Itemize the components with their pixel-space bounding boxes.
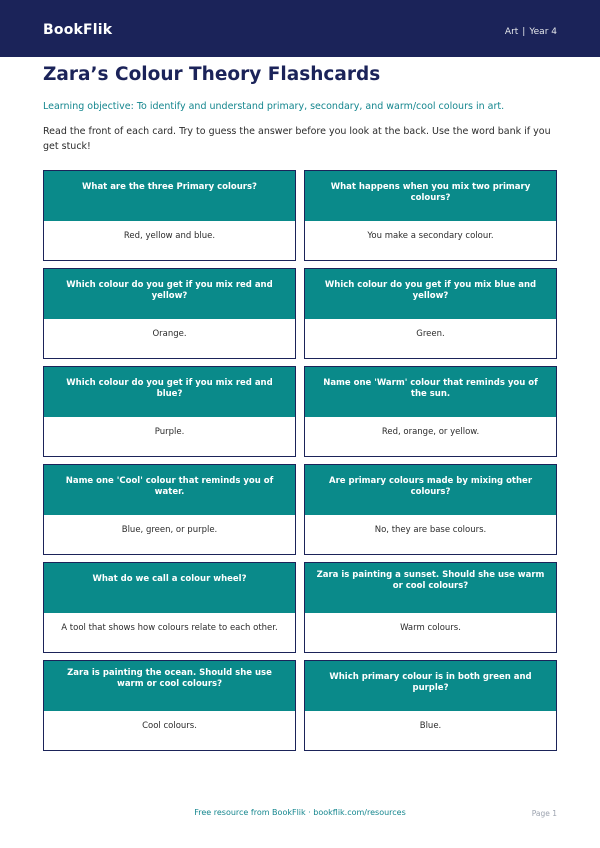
flashcard-front: What do we call a colour wheel?: [44, 563, 295, 613]
breadcrumb-separator: |: [522, 27, 526, 37]
flashcard-front: What are the three Primary colours?: [44, 171, 295, 221]
flashcard-front: Which primary colour is in both green and purple?: [305, 661, 556, 711]
flashcard-front: Which colour do you get if you mix red and yellow?: [44, 269, 295, 319]
flashcard-front: Are primary colours made by mixing other colours?: [305, 465, 556, 515]
breadcrumb-grade[interactable]: Year 4: [529, 27, 557, 37]
flashcard-12[interactable]: [304, 660, 557, 751]
flashcard-grid: [43, 170, 557, 751]
flashcard-8[interactable]: [304, 464, 557, 555]
flashcard-2[interactable]: [304, 170, 557, 261]
flashcard-5[interactable]: [43, 366, 296, 457]
flashcard-front: What happens when you mix two primary colours?: [305, 171, 556, 221]
flashcard-back: Red, yellow and blue.: [44, 221, 295, 260]
footer-credit[interactable]: Free resource from BookFlik · bookflik.com/resources: [194, 808, 406, 817]
breadcrumb-subject[interactable]: Art: [504, 27, 519, 37]
learning-objective: Learning objective: To identify and understand primary, secondary, and warm/cool colours in art.: [43, 101, 505, 112]
flashcard-front: Name one 'Warm' colour that reminds you of the sun.: [305, 367, 556, 417]
flashcard-back: You make a secondary colour.: [305, 221, 556, 260]
flashcard-front: Name one 'Cool' colour that reminds you of water.: [44, 465, 295, 515]
flashcard-front: Zara is painting the ocean. Should she use warm or cool colours?: [44, 661, 295, 711]
flashcard-11[interactable]: [43, 660, 296, 751]
flashcard-1[interactable]: [43, 170, 296, 261]
flashcard-back: A tool that shows how colours relate to each other.: [44, 613, 295, 652]
top-bar: [0, 0, 600, 57]
instructions-text: Read the front of each card. Try to guess the answer before you look at the back. Use the word bank if you get stuck!: [43, 126, 551, 152]
page-number: Page 1: [531, 809, 557, 818]
flashcard-back: Green.: [305, 319, 556, 358]
brand-logo-text[interactable]: BookFlik: [43, 22, 113, 38]
flashcard-back: Blue.: [305, 711, 556, 750]
flashcard-6[interactable]: [304, 366, 557, 457]
flashcard-front: Which colour do you get if you mix blue and yellow?: [305, 269, 556, 319]
flashcard-back: No, they are base colours.: [305, 515, 556, 554]
page-title: Zara’s Colour Theory Flashcards: [43, 64, 381, 85]
flashcard-7[interactable]: [43, 464, 296, 555]
flashcard-back: Orange.: [44, 319, 295, 358]
breadcrumb: [505, 27, 557, 37]
flashcard-back: Blue, green, or purple.: [44, 515, 295, 554]
flashcard-back: Cool colours.: [44, 711, 295, 750]
flashcard-10[interactable]: [304, 562, 557, 653]
flashcard-back: Red, orange, or yellow.: [305, 417, 556, 456]
flashcard-back: Warm colours.: [305, 613, 556, 652]
flashcard-3[interactable]: [43, 268, 296, 359]
flashcard-9[interactable]: [43, 562, 296, 653]
flashcard-front: Zara is painting a sunset. Should she use warm or cool colours?: [305, 563, 556, 613]
flashcard-back: Purple.: [44, 417, 295, 456]
flashcard-4[interactable]: [304, 268, 557, 359]
flashcard-front: Which colour do you get if you mix red and blue?: [44, 367, 295, 417]
